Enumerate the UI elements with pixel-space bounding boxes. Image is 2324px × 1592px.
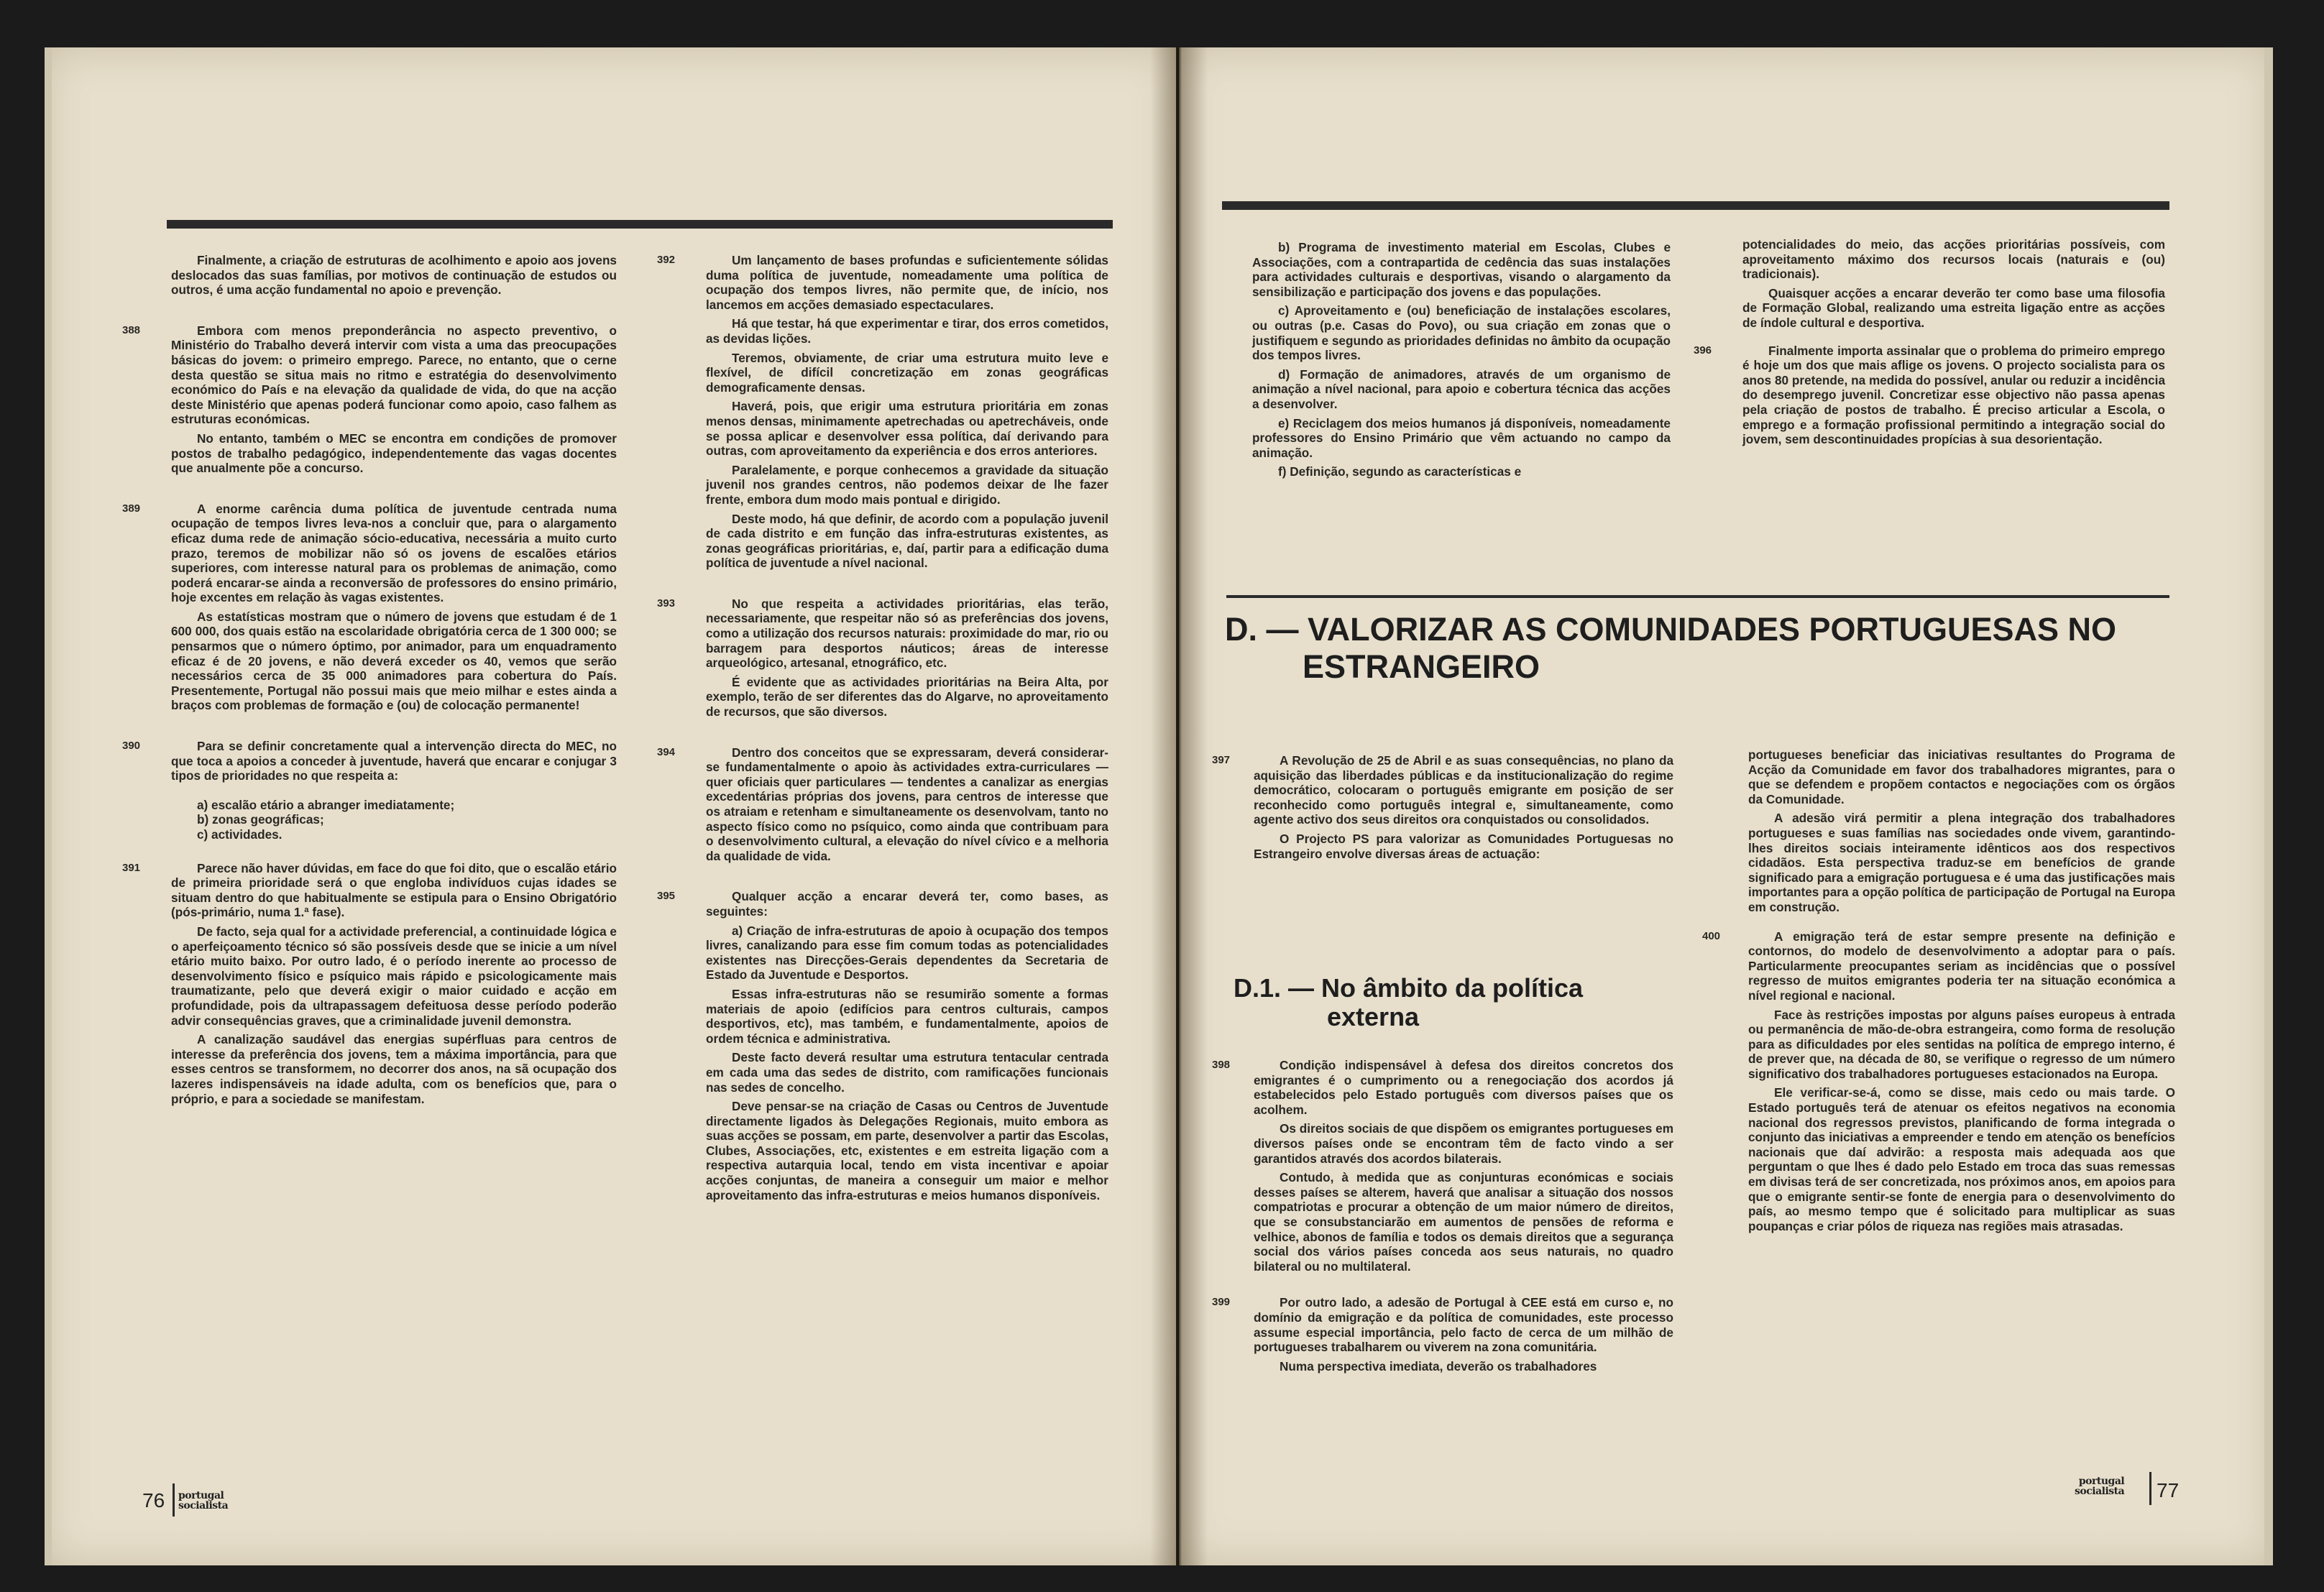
spacer — [706, 868, 1108, 889]
section-title: D. — VALORIZAR AS COMUNIDADES PORTUGUESAS NO ESTRANGEIRO — [1225, 611, 2117, 685]
publication-logo: portugal socialista — [178, 1490, 229, 1512]
left-column-2 — [657, 253, 1108, 1207]
paragraph-number: 392 — [657, 254, 676, 266]
paragraph: É evidente que as actividades prioritárias na Beira Alta, por exemplo, terão de ser diferentes das do Algarve, no aproveitamento de recursos, que são diversos. — [706, 674, 1108, 719]
footer-divider — [173, 1483, 175, 1517]
subsection-title: D.1. — No âmbito da política externa — [1234, 973, 1584, 1031]
paragraph: No entanto, também o MEC se encontra em condições de promover postos de trabalho pedagógico, independentemente das vagas docentes que anualmente põe a concurso. — [171, 431, 617, 476]
paragraph: e) Reciclagem dos meios humanos já disponíveis, nomeadamente professores do Ensino Primário que vêm actuando no campo da animação. — [1252, 415, 1671, 460]
paragraph: Teremos, obviamente, de criar uma estrutura muito leve e flexível, de difícil concretização em zonas geográficas demograficamente densas. — [706, 350, 1108, 395]
paragraph-397: 397 A Revolução de 25 de Abril e as suas consequências, no plano da aquisição das liberdades públicas e da institucionalização do regime democrático, colocaram o português emigrante em posição de ser reconhecido como português integral e, simultaneamente, como agente activo dos seus direitos ora conquistados ou consolidados. — [1212, 753, 1673, 827]
paragraph-398: 398 Condição indispensável à defesa dos direitos concretos dos emigrantes é o cumprimento ou a renegociação dos acordos já estabelecidos pelo Estado português com diversos países que os acolhem. — [1212, 1058, 1673, 1117]
paragraph-number: 398 — [1212, 1059, 1231, 1071]
left-header-rule — [167, 220, 1113, 229]
right-top-column-2 — [1694, 237, 2165, 451]
right-bottom-column-2 — [1702, 747, 2175, 1238]
paragraph-number: 394 — [657, 745, 676, 758]
paragraph-number: 399 — [1212, 1296, 1231, 1309]
right-top-column-1 — [1252, 240, 1671, 484]
right-header-rule — [1222, 201, 2169, 210]
spacer — [171, 717, 617, 739]
paragraph: A adesão virá permitir a plena integração dos trabalhadores portugueses e suas famílias nas sociedades onde vivem, garantindo-lhes direitos sociais inteiramente idênticos aos dos respectivos cidadãos. Esta perspectiva traduz-se em benefícios de grande significado para a emigração portuguesa e é uma das justificações mais importantes para a opção política de participação de Portugal na Europa em construção. — [1748, 811, 2175, 914]
paragraph-389: 389 A enorme carência duma política de juventude centrada numa ocupação de tempos livres leva-nos a concluir que, para o alargamento eficaz duma rede de animação sócio-educativa, necessária a muito curto prazo, teremos de mobilizar não só os jovens de escalões etários superiores, com interesse natural para os problemas de animação, como poderá encarar-se ainda a reconversão de professores do ensino primário, hoje excentes em relação às vagas existentes. — [122, 501, 617, 605]
paragraph-393: 393 No que respeita a actividades prioritárias, elas terão, necessariamente, que respeitar não só as preferências dos jovens, como a utilização dos recursos naturais: proximidade do mar, rio ou barragem para desportos náuticos; áreas de interesse arqueológico, artesanal, etnográfico, etc. — [657, 596, 1108, 671]
paragraph-number: 388 — [122, 323, 141, 336]
paragraph: De facto, seja qual for a actividade preferencial, a continuidade lógica e o aperfeiçoamento técnico só são possíveis desde que se inicie a um nível etário muito baixo. Por outro lado, é o período inerente ao processo de desenvolvimento físico e psíquico mais rápido e psicologicamente mais traumatizante, pelo que deverá exigir o maior cuidado e acção em profundidade, pois da ultrapassagem defeituosa desse período poderão advir consequências graves, que a criminalidade juvenil demonstra. — [171, 924, 617, 1028]
paragraph: c) Aproveitamento e (ou) beneficiação de instalações escolares, ou outras (p.e. Casas do Povo), ou sua criação em zonas que o justifiquem e segundo as prioridades definidas no âmbito da ocupação dos tempos livres. — [1252, 303, 1671, 363]
paragraph-number: 393 — [657, 597, 676, 609]
paragraph-number: 390 — [122, 740, 141, 753]
page-number: 76 — [142, 1489, 165, 1512]
paragraph: Há que testar, há que experimentar e tirar, dos erros cometidos, as devidas lições. — [706, 316, 1108, 346]
spacer — [1254, 1278, 1673, 1295]
paragraph: Deste facto deverá resultar uma estrutura tentacular centrada em cada uma das sedes de distrito, com ramificações funcionais nas sedes de concelho. — [706, 1050, 1108, 1095]
section-rule — [1226, 595, 2169, 598]
paragraph: A canalização saudável das energias supérfluas para centros de interesse da preferência dos jovens, tem a máxima importância, para que esses centros se transformem, no decorrer dos anos, na sã ocupação dos lazeres indispensáveis na idade adulta, com os benefícios que, para o próprio, e para a sociedade se manifestam. — [171, 1032, 617, 1106]
paragraph: Ele verificar-se-á, como se disse, mais cedo ou mais tarde. O Estado português terá de atenuar os efeitos negativos na economia nacional dos regressos previstos, planificando de forma integrada o conjunto das iniciativas a empreender e tendo em atenção os benefícios nacionais que daí advirão: a resposta mais adequada aos que perguntam o que lhes é dado pelo Estado em troca das suas remessas em divisas terá de ser concretizada, nos próximos anos, em apoios para que o emigrante sentir-se fonte de energia para o desenvolvimento do país, ao mesmo tempo que é solicitado para multiplicar as suas poupanças e criar pólos de riqueza nas regiões mais atrasadas. — [1748, 1085, 2175, 1233]
list-item: b) zonas geográficas; — [197, 812, 324, 827]
right-bottom-column-1b — [1212, 1058, 1673, 1378]
spacer — [1742, 335, 2165, 344]
paragraph-388: 388 Embora com menos preponderância no aspecto preventivo, o Ministério do Trabalho deverá intervir com vista a uma das preocupações básicas do jovem: o primeiro emprego. Parece, no entanto, que o cerne desta questão se situa mais no ritmo e estratégia do desenvolvimento económico do País e na elevação da qualidade de vida, do que na acção deste Ministério que apenas poderá funcionar como apoio, caso falhem as estruturas económicas. — [122, 323, 617, 427]
spacer — [706, 724, 1108, 745]
paragraph: portugueses beneficiar das iniciativas resultantes do Programa de Acção da Comunidade em favor dos trabalhadores migrantes, para o que se defendem e propõem contactos e negociações com os órgãos da Comunidade. — [1748, 747, 2175, 806]
paragraph: b) Programa de investimento material em Escolas, Clubes e Associações, com a contrapartida de cedência das suas instalações para actividades culturais e desportivas, visando o alargamento da sensibilização e participação dos jovens e das populações. — [1252, 240, 1671, 299]
paragraph: Numa perspectiva imediata, deverão os trabalhadores — [1280, 1358, 1597, 1374]
list-item: c) actividades. — [197, 827, 283, 842]
spacer — [171, 848, 617, 861]
paragraph-number: 396 — [1694, 344, 1712, 356]
paragraph-390: 390 Para se definir concretamente qual a intervenção directa do MEC, no que toca a apoios a conceder à juventude, haverá que encarar e conjugar 3 tipos de prioridades no que respeita a: — [122, 739, 617, 783]
list-item: a) escalão etário a abranger imediatamente; — [197, 797, 455, 812]
left-column-1 — [122, 253, 617, 1110]
spacer — [171, 788, 617, 798]
right-page-edge — [2264, 47, 2273, 1565]
paragraph: As estatísticas mostram que o número de jovens que estudam é de 1 600 000, dos quais estão na escolaridade obrigatória cerca de 1 300 000; se pensarmos que o número óptimo, por animador, para um enquadramento eficaz é de 20 jovens, e não deverá exceder os 40, vemos que serão necessários cerca de 35 000 animadores para cobertura do País. Presentemente, Portugal não possui mais que meio milhar e estes ainda a braços com problemas de formação e (ou) de colocação permanente! — [171, 609, 617, 713]
paragraph-number: 391 — [122, 861, 141, 874]
priority-list — [171, 798, 617, 842]
paragraph-number: 389 — [122, 502, 141, 515]
paragraph: d) Formação de animadores, através de um organismo de animação a nível nacional, para apoio e cobertura técnica das acções a desenvolver. — [1252, 367, 1671, 411]
paragraph: Face às restrições impostas por alguns países europeus à entrada ou permanência de mão-de-obra estrangeira, como forma de resolução para as dificuldades por eles sentidas na política de emprego interno, é de prever que, na década de 80, se verifique o regresso de um número significativo dos trabalhadores portugueses estacionados na Europa. — [1748, 1007, 2175, 1081]
spacer — [1748, 919, 2175, 929]
right-bottom-column-1 — [1212, 753, 1673, 865]
paragraph-395: 395 Qualquer acção a encarar deverá ter, como bases, as seguintes: — [657, 889, 1108, 919]
paragraph-number: 395 — [657, 890, 676, 903]
paragraph: Haverá, pois, que erigir uma estrutura prioritária em zonas menos densas, minimamente apetrechadas ou apetrecháveis, onde se possa aplicar e desenvolver essa política, daí derivando para outras, com aproveitamento da experiência e dos erros anteriores. — [706, 399, 1108, 459]
paragraph-392: 392 Um lançamento de bases profundas e suficientemente sólidas duma política de juventude, nomeadamente uma política de ocupação dos tempos livres, não permite que, de início, nos lancemos em acções demasiado espectaculares. — [657, 253, 1108, 312]
paragraph-396: 396 Finalmente importa assinalar que o problema do primeiro emprego é hoje um dos que mais aflige os jovens. O projecto socialista para os anos 80 pretende, na medida do possível, anular ou reduzir a incidência do desemprego juvenil. Concretizar esse objectivo não passa apenas pela criação de postos de trabalho. É preciso articular a Escola, o emprego e a formação profissional permitindo a integração social do jovem, sem descontinuidades propícias à sua desorientação. — [1694, 343, 2165, 447]
paragraph-394: 394 Dentro dos conceitos que se expressaram, deverá considerar-se fundamentalmente o apoio às actividades extra-curriculares — quer oficiais quer particulares — tendentes a canalizar as energias excedentárias próprias dos jovens, para centros de interesse que os atraiam e retenham e simultaneamente os desenvolvam, tanto no aspecto físico como no psíquico, como ainda que contribuam para o desenvolvimento cultural, a elevação do nível cívico e a melhoria da qualidade de vida. — [657, 745, 1108, 863]
spacer — [171, 302, 617, 323]
paragraph: Os direitos sociais de que dispõem os emigrantes portugueses em diversos países onde se encontram têm de facto vindo a ser garantidos através dos acordos bilaterais. — [1254, 1121, 1673, 1166]
paragraph: potencialidades do meio, das acções prioritárias possíveis, com aproveitamento máximo dos recursos locais (naturais e (ou) tradicionais). — [1742, 237, 2165, 282]
spacer — [706, 575, 1108, 597]
spacer — [171, 480, 617, 502]
paragraph-400: 400 A emigração terá de estar sempre presente na definição e contornos, do modelo de desenvolvimento a adoptar para o país. Particularmente preocupantes seriam as incidências que o possível regresso de muitos emigrantes poderia ter na situação económica a nível regional e nacional. — [1702, 929, 2175, 1003]
paragraph-number: 397 — [1212, 754, 1231, 766]
paragraph-391: 391 Parece não haver dúvidas, em face do que foi dito, que o escalão etário de primeira prioridade será o que engloba indivíduos cujas idades se situam dentro do que habitualmente se estipula para o Ensino Obrigatório (pós-primário, numa 1.ª fase). — [122, 860, 617, 920]
paragraph: Quaisquer acções a encarar deverão ter como base uma filosofia de Formação Global, realizando uma estreita ligação entre as acções de índole cultural e desportiva. — [1742, 285, 2165, 330]
paragraph-number: 400 — [1702, 929, 1721, 942]
paragraph: Contudo, à medida que as conjunturas económicas e sociais desses países se alterem, haverá que analisar a situação dos nossos compatriotas e procurar a obtenção de um maior número de direitos, que se consubstanciarão em aumentos de pensões de reforma e velhice, abonos de família e todos os demais direitos que a segurança social dos vários países conceda aos seus naturais, no quadro bilateral ou no multilateral. — [1254, 1170, 1673, 1274]
paragraph: a) Criação de infra-estruturas de apoio à ocupação dos tempos livres, canalizando para esse fim comum todas as potencialidades existentes nas Direcções-Gerais dependentes da Secretaria de Estado da Juventude e Desportos. — [706, 923, 1108, 983]
publication-logo: portugal socialista — [2075, 1476, 2125, 1497]
paragraph: O Projecto PS para valorizar as Comunidades Portuguesas no Estrangeiro envolve diversas áreas de actuação: — [1254, 831, 1673, 861]
page-number: 77 — [2157, 1479, 2180, 1501]
paragraph: Finalmente, a criação de estruturas de acolhimento e apoio aos jovens deslocados das suas famílias, por motivos de continuação de estudos ou outros, é uma acção fundamental no apoio e prevenção. — [171, 253, 617, 298]
left-page-edge — [45, 47, 52, 1565]
footer-divider — [2149, 1472, 2151, 1505]
paragraph: Deve pensar-se na criação de Casas ou Centros de Juventude directamente ligados às Delegações Regionais, muito embora as suas acções se possam, em parte, desenvolver a partir das Escolas, Clubes, Associações, etc, existentes e em estreita ligação com a respectiva autarquia local, tendo em vista incentivar e apoiar acções conjuntas, de maneira a conseguir um maior e melhor aproveitamento das infra-estruturas e meios humanos disponíveis. — [706, 1099, 1108, 1202]
paragraph: Essas infra-estruturas não se resumirão somente a formas materiais de apoio (edifícios para centros culturais, campos desportivos, etc), mas também, e fundamentalmente, apoios de ordem técnica e administrativa. — [706, 986, 1108, 1046]
paragraph: Deste modo, há que definir, de acordo com a população juvenil de cada distrito e em função das infra-estruturas existentes, as zonas geográficas prioritárias, e, daí, partir para a edificação duma política de juventude a nível nacional. — [706, 511, 1108, 571]
paragraph-399: 399 Por outro lado, a adesão de Portugal à CEE está em curso e, no domínio da emigração e da política de comunidades, este processo assume especial importância, pelo facto de cerca de um milhão de portugueses trabalharem ou viverem na zona comunitária. — [1212, 1295, 1673, 1355]
paragraph: f) Definição, segundo as características e — [1278, 464, 1522, 479]
paragraph: Paralelamente, e porque conhecemos a gravidade da situação juvenil nos grandes centros, não podemos deixar de lhe fazer frente, embora dum modo mais pontual e dirigido. — [706, 462, 1108, 507]
